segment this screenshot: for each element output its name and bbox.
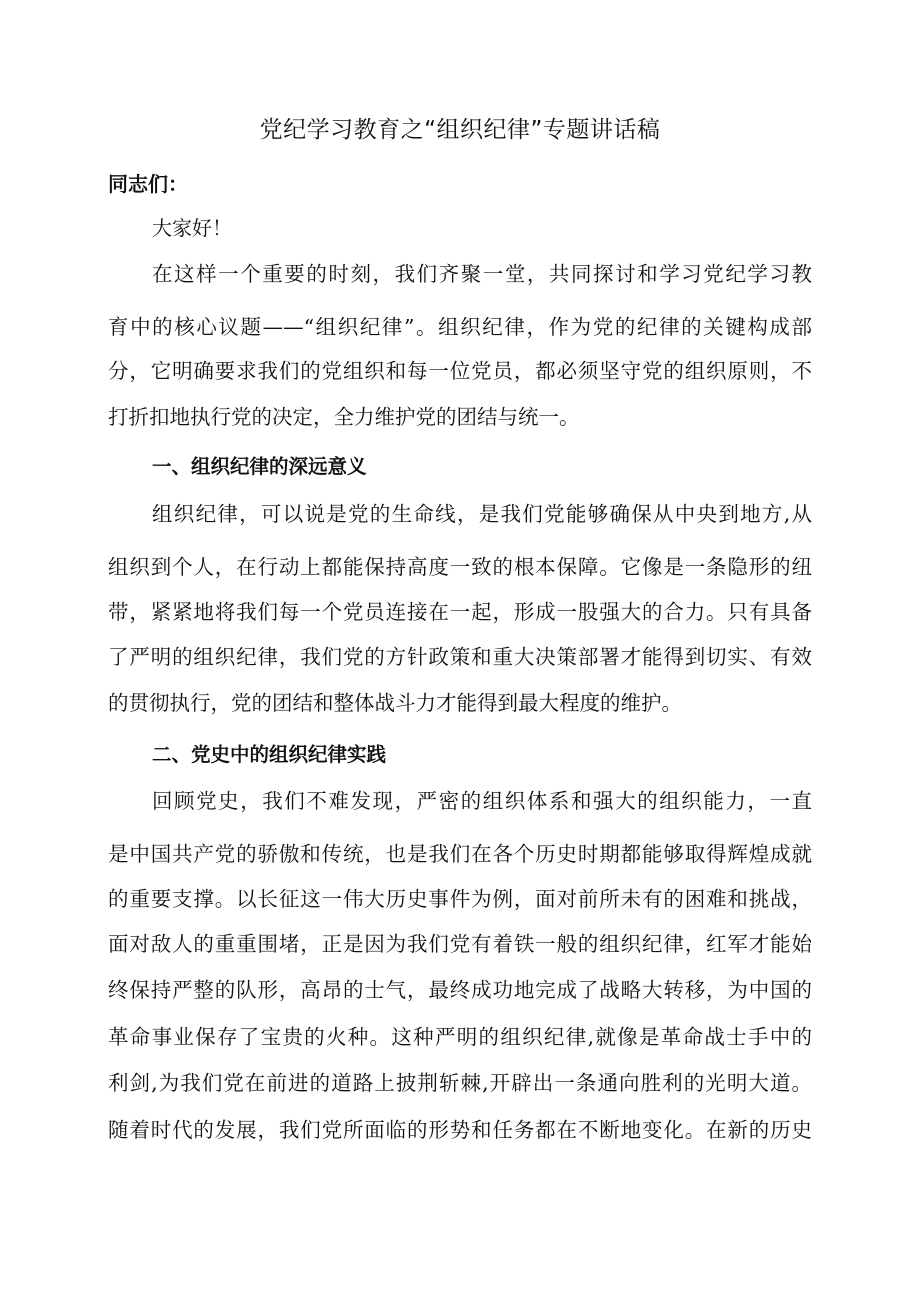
section1-line: 组织纪律，可以说是党的生命线，是我们党能够确保从中央到地方,从 — [152, 502, 812, 526]
intro-line: 在这样一个重要的时刻，我们齐聚一堂，共同探讨和学习党纪学习教 — [152, 262, 812, 286]
section2-line: 回顾党史，我们不难发现，严密的组织体系和强大的组织能力，一直 — [152, 789, 812, 813]
section-heading-1: 一、组织纪律的深远意义 — [152, 455, 367, 478]
section-heading-2: 二、党史中的组织纪律实践 — [152, 743, 387, 766]
section1-line: 的贯彻执行，党的团结和整体战斗力才能得到最大程度的维护。 — [108, 691, 682, 715]
intro-line: 育中的核心议题——“组织纪律”。组织纪律，作为党的纪律的关键构成部 — [108, 315, 812, 339]
salutation: 同志们： — [108, 172, 188, 196]
intro-line: 分，它明确要求我们的党组织和每一位党员，都必须坚守党的组织原则，不 — [108, 359, 812, 383]
section2-line: 的重要支撑。以长征这一伟大历史事件为例，面对前所未有的困难和挑战， — [108, 887, 812, 911]
section2-line: 面对敌人的重重围堵，正是因为我们党有着铁一般的组织纪律，红军才能始 — [108, 932, 812, 956]
greeting: 大家好！ — [152, 216, 232, 240]
section2-line: 利剑,为我们党在前进的道路上披荆斩棘,开辟出一条通向胜利的光明大道。 — [108, 1071, 812, 1095]
section2-line: 革命事业保存了宝贵的火种。这种严明的组织纪律,就像是革命战士手中的 — [108, 1025, 812, 1049]
section1-line: 了严明的组织纪律，我们党的方针政策和重大决策部署才能得到切实、有效 — [108, 645, 812, 669]
section1-line: 带，紧紧地将我们每一个党员连接在一起，形成一股强大的合力。只有具备 — [108, 600, 812, 624]
section2-line: 是中国共产党的骄傲和传统，也是我们在各个历史时期都能够取得辉煌成就 — [108, 842, 812, 866]
section2-line: 随着时代的发展，我们党所面临的形势和任务都在不断地变化。在新的历史 — [108, 1118, 812, 1142]
intro-line: 打折扣地执行党的决定，全力维护党的团结与统一。 — [108, 405, 580, 429]
document-title: 党纪学习教育之“组织纪律”专题讲话稿 — [259, 117, 661, 143]
section1-line: 组织到个人，在行动上都能保持高度一致的根本保障。它像是一条隐形的纽 — [108, 555, 812, 579]
section2-line: 终保持严整的队形，高昂的士气，最终成功地完成了战略大转移，为中国的 — [108, 978, 812, 1002]
